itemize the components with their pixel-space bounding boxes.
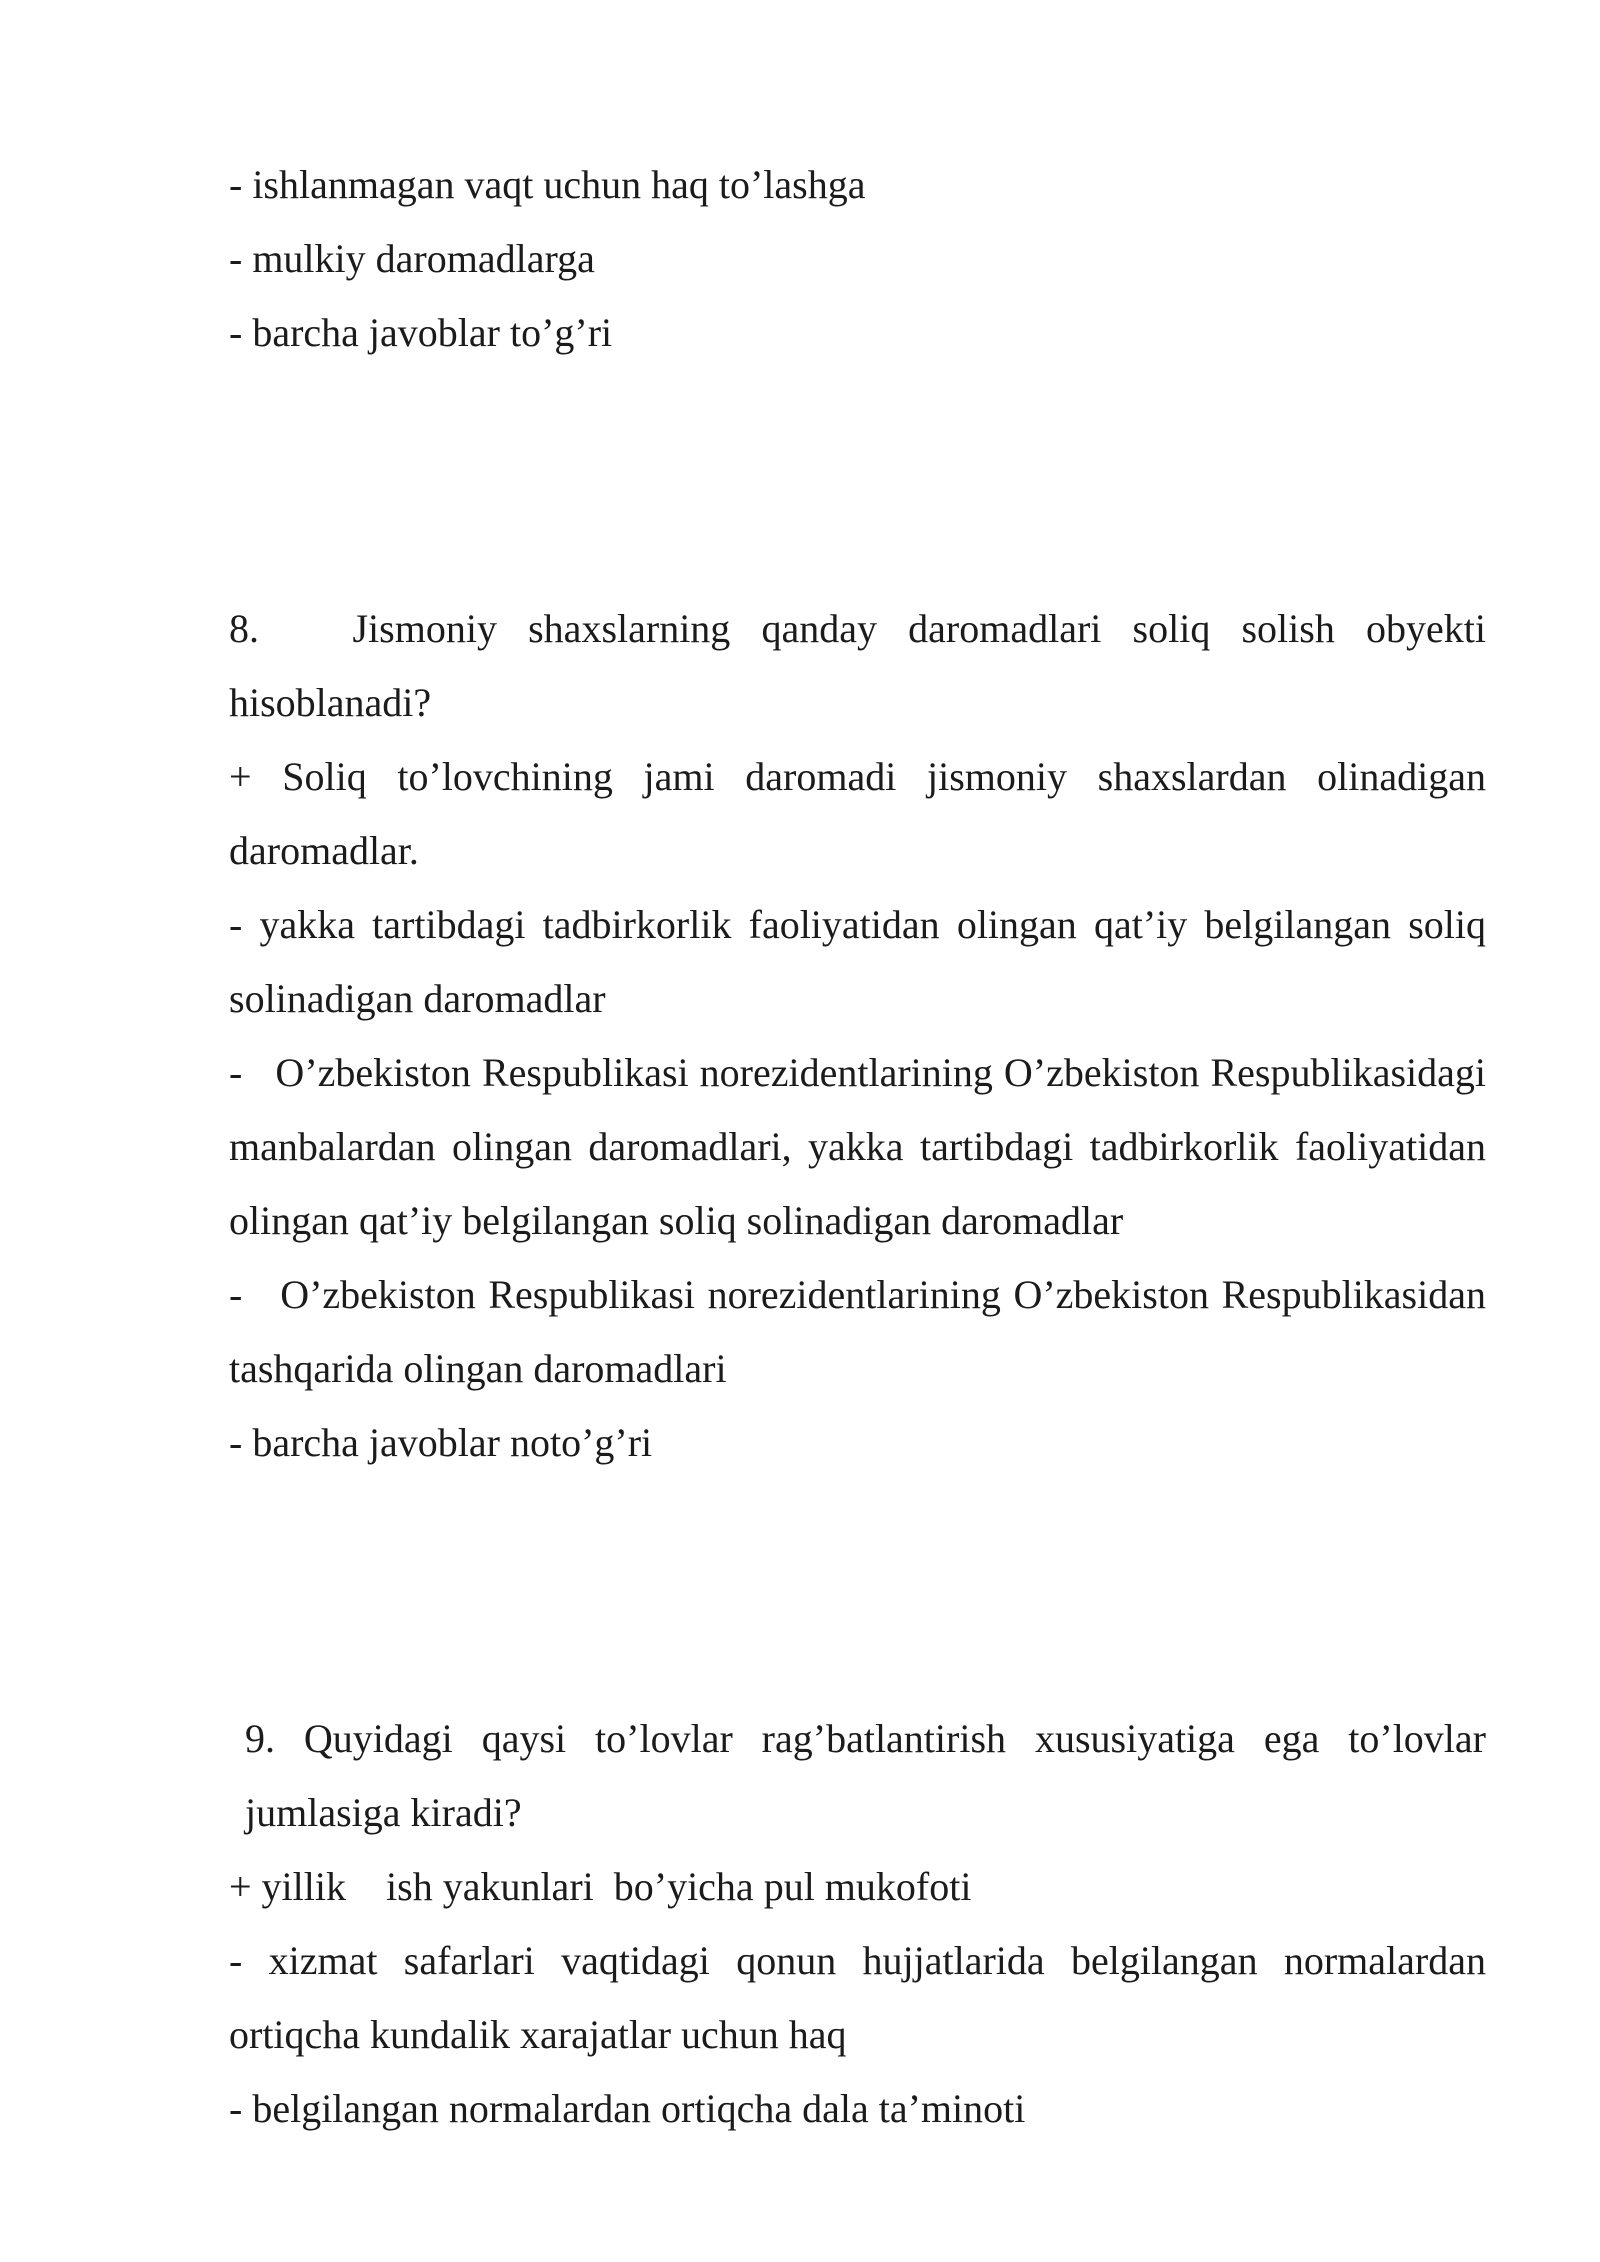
option-line: - mulkiy daromadlarga [229,236,595,281]
option-line: - xizmat safarlari vaqtidagi qonun hujjatlarida belgilangan normalardan ortiqcha kundalik xarajatlar uchun haq [229,1938,1496,2057]
question-text: 9. Quyidagi qaysi to’lovlar rag’batlantirish xususiyatiga ega to’lovlar jumlasiga kiradi? [245,1716,1496,1835]
option-line: - O’zbekiston Respublikasi norezidentlarining O’zbekiston Respublikasidagi manbalardan olingan daromadlari, yakka tartibdagi tadbirkorlik faoliyatidan olingan qat’iy belgilangan soliq solinadigan daromadlar [229,1050,1496,1243]
option-line: + yillik ish yakunlari bo’yicha pul mukofoti [229,1864,972,1909]
option-line: + Soliq to’lovchining jami daromadi jismoniy shaxslardan olinadigan daromadlar. [229,754,1496,873]
spacer [229,1480,1486,1702]
previous-question-options [229,148,1486,370]
spacer [229,370,1486,592]
document-body [229,148,1496,2146]
option-line: - ishlanmagan vaqt uchun haq to’lashga [229,162,866,207]
question-8 [229,592,1496,1480]
question-text: 8. Jismoniy shaxslarning qanday daromadlari soliq solish obyekti hisoblanadi? [229,606,1496,725]
option-line: - barcha javoblar to’g’ri [229,310,613,355]
option-line: - barcha javoblar noto’g’ri [229,1420,653,1465]
option-line: - yakka tartibdagi tadbirkorlik faoliyatidan olingan qat’iy belgilangan soliq solinadigan daromadlar [229,902,1496,1021]
option-line: - O’zbekiston Respublikasi norezidentlarining O’zbekiston Respublikasidan tashqarida olingan daromadlari [229,1272,1496,1391]
question-9 [229,1702,1496,2146]
option-line: - belgilangan normalardan ortiqcha dala ta’minoti [229,2086,1026,2131]
